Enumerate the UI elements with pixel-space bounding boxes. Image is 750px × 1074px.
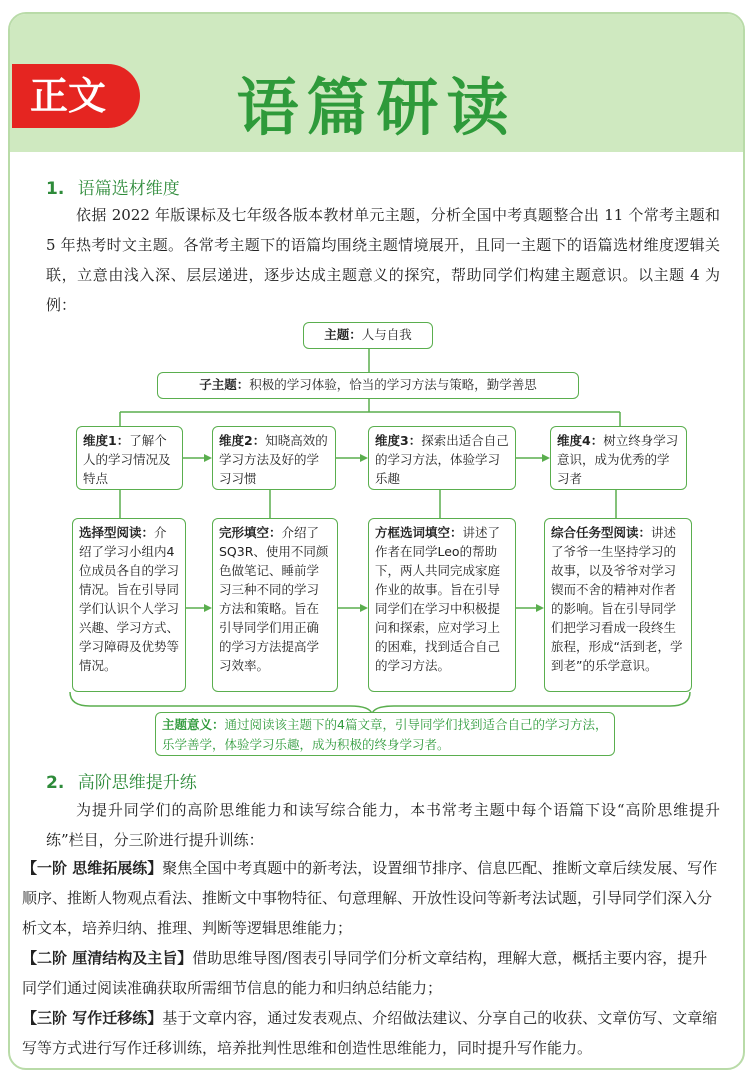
step-3 (22, 1003, 722, 1063)
reading-text: 介绍了学习小组内4位成员各自的学习情况。旨在引导同学们认识个人学习兴趣、学习方式、学习障碍及优势等情况。 (79, 525, 180, 673)
step-heading: 【二阶 厘清结构及主旨】 (22, 949, 193, 967)
reading-text: 讲述了作者在同学Leo的帮助下，两人共同完成家庭作业的故事。旨在引导同学们在学习中积极提问和探索，应对学习上的困难，找到适合自己的学习方法。 (375, 525, 501, 673)
page-title: 语篇研读 (236, 71, 517, 144)
dimension-text: 知晓高效的学习方法及好的学习习惯 (219, 433, 328, 486)
reading-box-4 (544, 518, 692, 692)
section-tag: 正文 (12, 64, 140, 128)
subtheme-label: 子主题： (199, 377, 250, 392)
step-1 (22, 853, 722, 943)
dimension-label: 维度1： (83, 433, 130, 448)
theme-meaning-box (155, 712, 615, 756)
section2-text: 为提升同学们的高阶思维能力和读写综合能力，本书常考主题中每个语篇下设“高阶思维提升练”栏目，分三阶进行提升训练： (46, 801, 720, 849)
reading-box-3 (368, 518, 516, 692)
dimension-box-3 (368, 426, 516, 490)
section2-number: 2. (46, 773, 65, 793)
reading-box-1 (72, 518, 186, 692)
dimension-label: 维度3： (375, 433, 422, 448)
reading-box-2 (212, 518, 338, 692)
step-heading: 【一阶 思维拓展练】 (22, 859, 163, 877)
reading-text: 介绍了SQ3R、使用不同颜色做笔记、睡前学习三种不同的学习方法和策略。旨在引导同学们用正确的学习方法提高学习效率。 (219, 525, 329, 673)
meaning-text: 通过阅读该主题下的4篇文章，引导同学们找到适合自己的学习方法，乐学善学，体验学习乐趣，成为积极的终身学习者。 (162, 717, 608, 752)
dimension-label: 维度4： (557, 433, 604, 448)
reading-label: 选择型阅读： (79, 525, 155, 540)
dimension-text: 探索出适合自己的学习方法，体验学习乐趣 (375, 433, 509, 486)
reading-text: 讲述了爷爷一生坚持学习的故事，以及爷爷对学习锲而不舍的精神对作者的影响。旨在引导同学们把学习看成一段终生旅程，形成“活到老，学到老”的乐学意识。 (551, 525, 683, 673)
step-text: 基于文章内容，通过发表观点、介绍做法建议、分享自己的收获、文章仿写、文章缩写等方式进行写作迁移训练，培养批判性思维和创造性思维能力，同时提升写作能力。 (22, 1009, 718, 1057)
dimension-box-1 (76, 426, 183, 490)
step-heading: 【三阶 写作迁移练】 (22, 1009, 163, 1027)
section2-heading (46, 768, 197, 793)
section1-number: 1. (46, 179, 65, 199)
dimension-box-2 (212, 426, 336, 490)
subtheme-box (157, 372, 579, 399)
step-text: 借助思维导图/图表引导同学们分析文章结构，理解大意，概括主要内容，提升同学们通过阅读准确获取所需细节信息的能力和归纳总结能力； (22, 949, 708, 997)
section2-paragraph (46, 795, 720, 855)
dimension-box-4 (550, 426, 687, 490)
section2-title: 高阶思维提升练 (77, 773, 197, 793)
theme-box (303, 322, 433, 349)
theme-label: 主题： (324, 327, 362, 342)
reading-label: 综合任务型阅读： (551, 525, 652, 540)
dimension-text: 树立终身学习意识，成为优秀的学习者 (557, 433, 679, 486)
step-text: 聚焦全国中考真题中的新考法，设置细节排序、信息匹配、推断文章后续发展、写作顺序、推断人物观点看法、推断文中事物特征、句意理解、开放性设问等新考法试题，引导同学们深入分析文本，培养归纳、推理、判断等逻辑思维能力； (22, 859, 718, 937)
meaning-label: 主题意义： (162, 717, 225, 732)
dimension-label: 维度2： (219, 433, 266, 448)
step-2 (22, 943, 722, 1003)
dimension-text: 了解个人的学习情况及特点 (83, 433, 171, 486)
subtheme-value: 积极的学习体验，恰当的学习方法与策略，勤学善思 (249, 377, 537, 392)
section1-title: 语篇选材维度 (77, 179, 180, 199)
section1-text: 依据 2022 年版课标及七年级各版本教材单元主题，分析全国中考真题整合出 11 个常考主题和 5 年热考时文主题。各常考主题下的语篇均围绕主题情境展开，且同一主题下的语篇选材维度逻辑关联，立意由浅入深、层层递进，逐步达成主题意义的探究，帮助同学们构建主题意识。以主题 4 为例： (46, 206, 720, 314)
reading-label: 方框选词填空： (375, 525, 463, 540)
theme-value: 人与自我 (361, 327, 412, 342)
reading-label: 完形填空： (219, 525, 282, 540)
